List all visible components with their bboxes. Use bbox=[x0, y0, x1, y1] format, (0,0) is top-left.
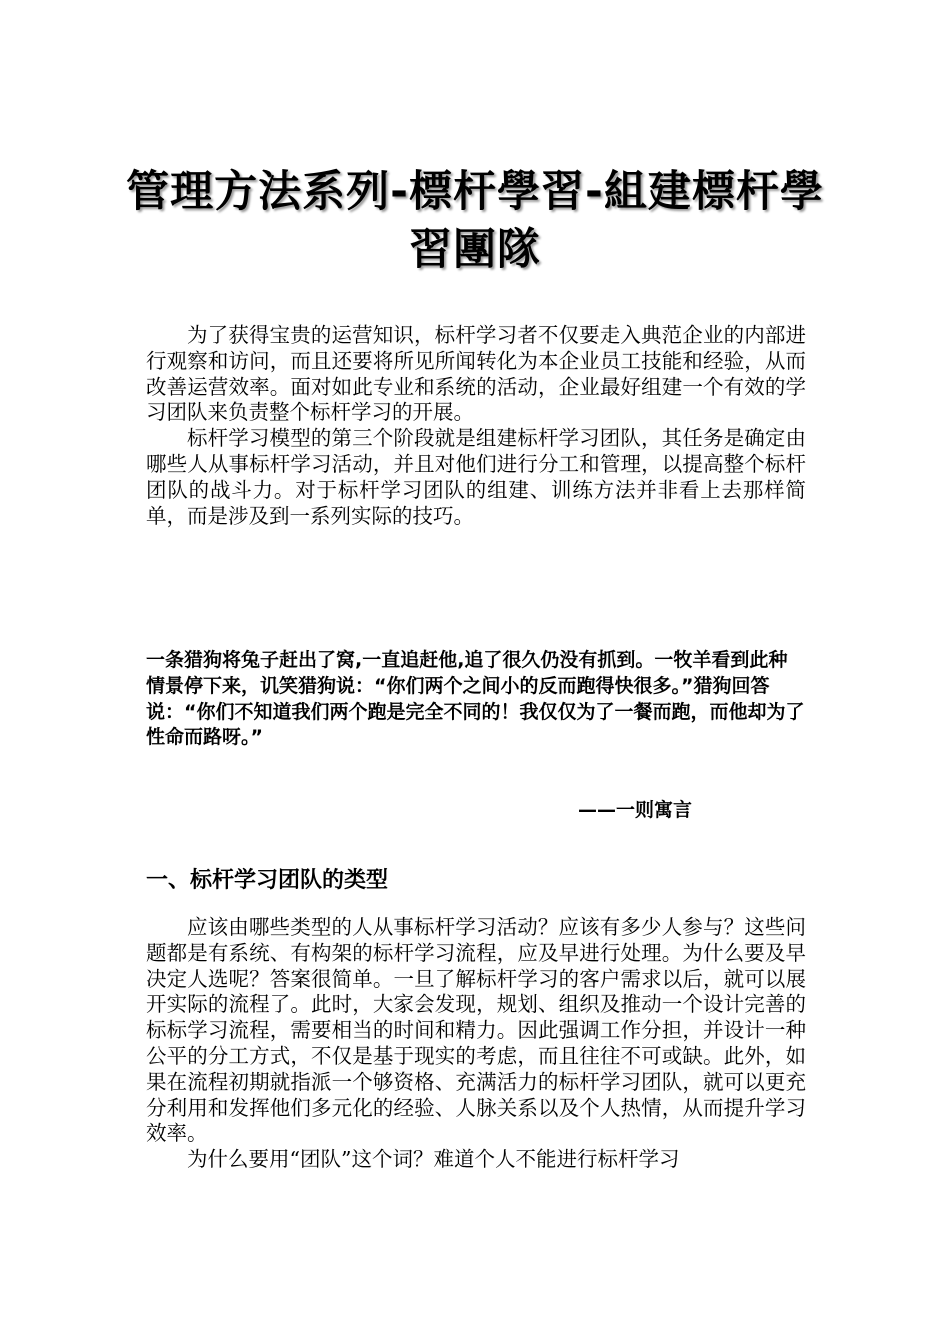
section-paragraph: 为什么要用“团队”这个词？难道个人不能进行标杆学习 bbox=[187, 1147, 680, 1172]
intro-paragraph: 标杆学习模型的第三个阶段就是组建标杆学习团队，其任务是确定由哪些人从事标杆学习活动，并且对他们进行分工和管理，以提高整个标杆团队的战斗力。对于标杆学习团队的组建、训练方法并非看上去那样简单，而是涉及到一系列实际的技巧。 bbox=[146, 426, 806, 528]
section-heading: 一、标杆学习团队的类型 bbox=[146, 868, 389, 893]
document-title: 管理方法系列-標杆學習-組建標杆學習團隊 bbox=[126, 167, 824, 275]
fable-attribution: ——一则寓言 bbox=[578, 799, 693, 821]
section-paragraph: 应该由哪些类型的人从事标杆学习活动？应该有多少人参与？这些问题都是有系统、有构架的标杆学习流程，应及早进行处理。为什么要及早决定人选呢？答案很简单。一旦了解标杆学习的客户需求以后，就可以展开实际的流程了。此时，大家会发现，规划、组织及推动一个设计完善的标标学习流程，需要相当的时间和精力。因此强调工作分担，并设计一种公平的分工方式，不仅是基于现实的考虑，而且往往不可或缺。此外，如果在流程初期就指派一个够资格、充满活力的标杆学习团队，就可以更充分利用和发挥他们多元化的经验、人脉关系以及个人热情，从而提升学习效率。 bbox=[146, 915, 806, 1146]
section-body bbox=[146, 915, 806, 1173]
intro-section bbox=[146, 323, 806, 529]
intro-paragraph: 为了获得宝贵的运营知识，标杆学习者不仅要走入典范企业的内部进行观察和访问，而且还要将所见所闻转化为本企业员工技能和经验，从而改善运营效率。面对如此专业和系统的活动，企业最好组建一个有效的学习团队来负责整个标杆学习的开展。 bbox=[146, 323, 806, 425]
fable-quote: 一条猎狗将兔子赶出了窝,一直追赶他,追了很久仍没有抓到。一牧羊看到此种情景停下来，讥笑猎狗说：“你们两个之间小的反而跑得快很多。”猎狗回答说：“你们不知道我们两个跑是完全不同的！我仅仅为了一餐而跑，而他却为了性命而路呀。” bbox=[146, 649, 805, 749]
